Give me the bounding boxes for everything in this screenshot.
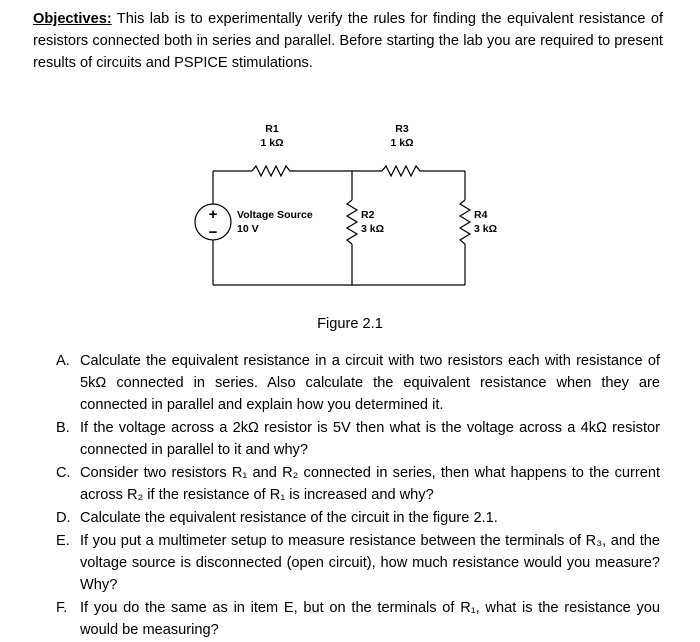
- r1-name: R1: [265, 123, 279, 135]
- source-plus-sign: +: [208, 206, 218, 223]
- question-item: [56, 507, 660, 529]
- question-list: [56, 350, 660, 642]
- question-letter: C.: [56, 465, 71, 481]
- r3-name: R3: [395, 123, 409, 135]
- source-name: Voltage Source: [237, 209, 313, 221]
- question-item: [56, 417, 660, 461]
- objectives-text: This lab is to experimentally verify the rules for finding the equivalent resistance of resistors connected both in series and parallel. Before starting the lab you are required to present results of circuits and PSPICE stimulations.: [33, 11, 663, 71]
- r1-value: 1 kΩ: [260, 137, 284, 149]
- r4-name: R4: [474, 209, 488, 221]
- question-letter: D.: [56, 510, 71, 526]
- r2-value: 3 kΩ: [361, 223, 385, 235]
- question-letter: B.: [56, 420, 70, 436]
- figure-caption: Figure 2.1: [317, 316, 383, 332]
- question-item: [56, 597, 660, 641]
- circuit-diagram: [180, 108, 500, 298]
- source-minus-sign: −: [208, 224, 218, 241]
- question-text: If the voltage across a 2kΩ resistor is 5V then what is the voltage across a 4kΩ resistor connected in parallel to it and why?: [80, 420, 660, 458]
- r3-value: 1 kΩ: [390, 137, 414, 149]
- resistor-r3: [382, 166, 422, 176]
- question-text: If you put a multimeter setup to measure resistance between the terminals of R₃, and the voltage source is disconnected (open circuit), how much resistance would you measure? Why?: [80, 533, 660, 593]
- source-value: 10 V: [237, 223, 259, 235]
- question-item: [56, 462, 660, 506]
- r4-value: 3 kΩ: [474, 223, 498, 235]
- question-text: If you do the same as in item E, but on the terminals of R₁, what is the resistance you would be measuring?: [80, 600, 660, 638]
- resistor-r2: [347, 200, 357, 244]
- question-text: Calculate the equivalent resistance in a circuit with two resistors each with resistance of 5kΩ connected in series. Also calculate the equivalent resistance when they are connected in parallel and explain how you determined it.: [80, 353, 660, 413]
- objectives-paragraph: [33, 8, 663, 74]
- question-item: [56, 350, 660, 416]
- resistor-r1: [252, 166, 292, 176]
- question-letter: A.: [56, 353, 70, 369]
- question-letter: F.: [56, 600, 68, 616]
- question-text: Calculate the equivalent resistance of the circuit in the figure 2.1.: [80, 510, 498, 526]
- r2-name: R2: [361, 209, 375, 221]
- resistor-r4: [460, 200, 470, 244]
- objectives-label: Objectives:: [33, 11, 112, 27]
- question-letter: E.: [56, 533, 70, 549]
- voltage-source: [195, 204, 231, 241]
- question-item: [56, 530, 660, 596]
- question-text: Consider two resistors R₁ and R₂ connected in series, then what happens to the current across R₂ if the resistance of R₁ is increased and why?: [80, 465, 660, 503]
